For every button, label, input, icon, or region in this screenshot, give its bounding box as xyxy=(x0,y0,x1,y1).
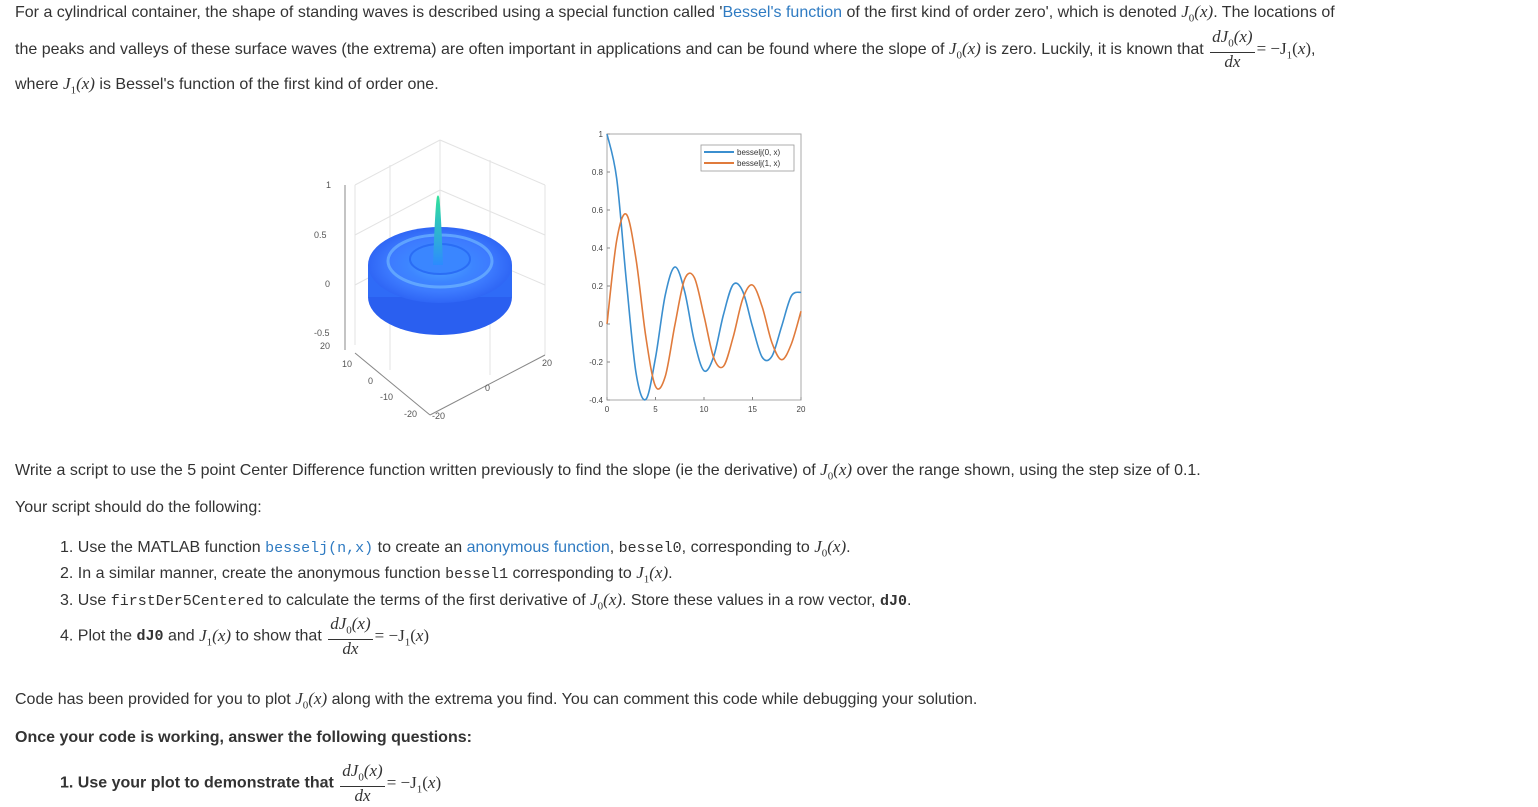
intro-line-2: the peaks and valleys of these surface waves (the extrema) are often important in applications and can be found where the slope of $J_0(x)$ is zero. Luckily, it is known that $\frac{dJ_0(x)}{dx}$ = $-J_1(x)$, xyxy=(15,27,1316,72)
math-j1: $J_1(x)$ xyxy=(636,563,669,586)
series-line-j0 xyxy=(607,134,801,400)
code-firstder5centered: firstDer5Centered xyxy=(110,593,264,610)
surface-peak xyxy=(433,195,443,265)
z-tick: 0 xyxy=(325,279,331,289)
math-j1: $J_1(x)$ xyxy=(199,625,232,648)
x-tick-label: 5 xyxy=(653,405,658,414)
math-j0: $J_0(x)$ xyxy=(814,537,847,560)
code-bessel1: bessel1 xyxy=(445,566,509,583)
intro-text: of the first kind of order zero', which is denoted xyxy=(842,4,1182,21)
legend xyxy=(701,145,794,171)
y-tick-label: 0.4 xyxy=(591,244,603,253)
provided-line: Code has been provided for you to plot $J_0(x)$ along with the extrema you find. You can comment this code while debugging your solution. xyxy=(15,689,978,712)
x-tick: 0 xyxy=(485,383,491,393)
equation-rhs: = $-J_1(x)$ xyxy=(386,772,442,795)
should-line: Your script should do the following: xyxy=(15,499,262,516)
intro-text: is zero. Luckily, it is known that xyxy=(980,40,1209,58)
x-tick: -20 xyxy=(432,411,446,421)
y-tick-label: -0.4 xyxy=(589,396,603,405)
step-4: 4. Plot the dJ0 and $J_1(x)$ to show that $\frac{dJ_0(x)}{dx}$ = $-J_1(x)$ xyxy=(60,614,430,659)
intro-text: . The locations of xyxy=(1213,4,1335,21)
question-1: 1. Use your plot to demonstrate that $\frac{dJ_0(x)}{dx}$ = $-J_1(x)$ xyxy=(60,761,442,806)
code-bessel0: bessel0 xyxy=(618,540,682,557)
x-tick-label: 10 xyxy=(699,405,709,414)
step-2: 2. In a similar manner, create the anonymous function bessel1 corresponding to $J_1(x)$. xyxy=(60,563,673,586)
y-tick: 20 xyxy=(320,341,331,351)
y-tick: -10 xyxy=(380,392,394,402)
surface-plot xyxy=(300,125,570,430)
besselj-code-link[interactable]: besselj(n,x) xyxy=(265,540,374,557)
x-tick-label: 20 xyxy=(796,405,806,414)
intro-text: For a cylindrical container, the shape of standing waves is described using a special function called ' xyxy=(15,4,723,21)
x-tick-label: 15 xyxy=(748,405,757,414)
math-j0: $J_0(x)$ xyxy=(590,590,623,613)
z-tick: -0.5 xyxy=(314,328,330,338)
math-j0: $J_0(x)$ xyxy=(820,460,853,483)
math-j1: $J_1(x)$ xyxy=(63,74,95,97)
questions-heading: Once your code is working, answer the following questions: xyxy=(15,729,472,746)
y-tick: 10 xyxy=(342,359,353,369)
code-dj0: dJ0 xyxy=(879,593,907,610)
bessel-function-link[interactable]: Bessel's function xyxy=(722,4,843,21)
y-tick-label: 0.8 xyxy=(591,168,603,177)
x-tick: 20 xyxy=(542,358,553,368)
derivative-fraction: $\frac{dJ_0(x)}{dx}$ xyxy=(342,761,383,806)
equation-rhs: = $-J_1(x)$ xyxy=(374,625,430,648)
y-tick-label: 0.2 xyxy=(591,282,603,291)
plot-frame xyxy=(607,134,801,400)
bessel-line-plot xyxy=(580,125,820,425)
y-tick-label: 1 xyxy=(598,130,603,139)
anonymous-function-link[interactable]: anonymous function xyxy=(466,539,610,556)
series-line-j1 xyxy=(607,214,801,389)
step-3: 3. Use firstDer5Centered to calculate the terms of the first derivative of $J_0(x)$. Store these values in a row vector, dJ0. xyxy=(60,590,912,613)
y-tick-label: 0 xyxy=(598,320,603,329)
intro-text: is Bessel's function of the first kind of order one. xyxy=(94,76,439,93)
math-j0: $J_0(x)$ xyxy=(948,38,981,62)
code-dj0: dJ0 xyxy=(136,628,164,646)
intro-line-3 xyxy=(15,74,439,96)
task-text: Write a script to use the 5 point Center Difference function written previously to find the slope (ie the derivative) of xyxy=(15,462,821,479)
legend-label-j0: besselj(0, x) xyxy=(737,148,781,157)
y-tick: -20 xyxy=(404,409,418,419)
y-tick: 0 xyxy=(368,376,374,386)
y-tick-label: -0.2 xyxy=(589,358,603,367)
equation-rhs: = $-J_1(x)$ xyxy=(1256,38,1312,62)
task-text: over the range shown, using the step size of 0.1. xyxy=(852,462,1201,479)
derivative-fraction: $\frac{dJ_0(x)}{dx}$ xyxy=(1212,27,1253,72)
derivative-fraction: $\frac{dJ_0(x)}{dx}$ xyxy=(330,614,371,659)
x-tick-label: 0 xyxy=(604,405,610,414)
task-line xyxy=(15,460,1201,482)
intro-text: the peaks and valleys of these surface waves (the extrema) are often important in applications and can be found where the slope of xyxy=(15,40,949,58)
intro-text: where xyxy=(15,76,59,93)
legend-label-j1: besselj(1, x) xyxy=(737,159,781,168)
math-j0: $J_0(x)$ xyxy=(295,689,328,712)
y-tick-label: 0.6 xyxy=(591,206,603,215)
z-tick: 1 xyxy=(326,180,332,190)
step-1: 1. Use the MATLAB function besselj(n,x) to create an anonymous function, bessel0, corresponding to $J_0(x)$. xyxy=(60,537,851,560)
intro-line-1 xyxy=(15,2,1335,24)
z-tick: 0.5 xyxy=(314,230,327,240)
math-j0: $J_0(x)$ xyxy=(1181,2,1214,25)
